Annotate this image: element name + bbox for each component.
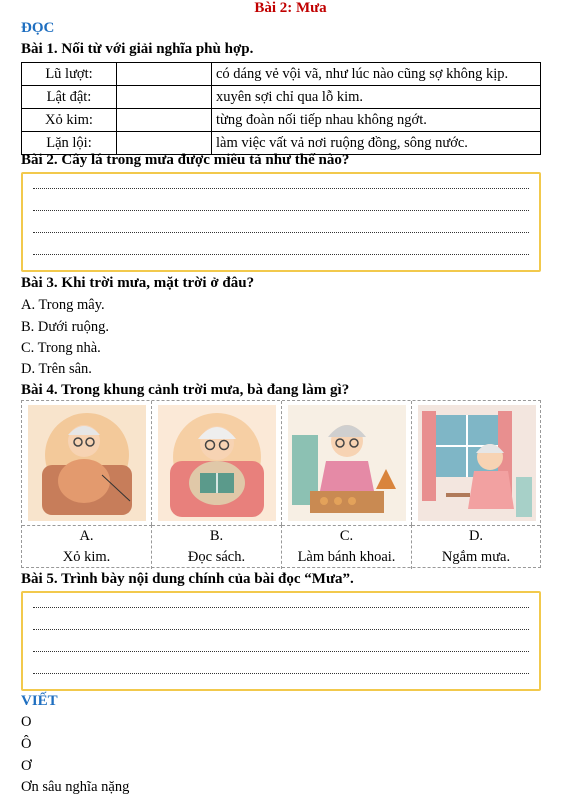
answer-line: [33, 254, 529, 255]
choice-text: Xỏ kim.: [62, 549, 111, 565]
answer-line: [33, 210, 529, 211]
exercise-2-answer-box[interactable]: [21, 172, 541, 272]
choice-letter: A.: [79, 528, 94, 544]
table-row: [22, 109, 541, 132]
exercise-3-question: Bài 3. Khi trời mưa, mặt trời ở đâu?: [21, 275, 255, 291]
match-gap: [117, 109, 212, 132]
choice-d-picture[interactable]: [412, 401, 542, 525]
writing-line: O: [21, 714, 32, 730]
option-a[interactable]: A. Trong mây.: [21, 297, 105, 313]
section-read-heading: ĐỌC: [21, 20, 55, 36]
grandma-sewing-illustration: [28, 405, 146, 521]
grandma-reading-illustration: [158, 405, 276, 521]
exercise-1-question: Bài 1. Nối từ với giải nghĩa phù hợp.: [21, 41, 254, 57]
match-gap: [117, 63, 212, 86]
writing-line: Ô: [21, 736, 32, 752]
option-c[interactable]: C. Trong nhà.: [21, 340, 101, 356]
choice-letter: B.: [209, 528, 224, 544]
choice-b-picture[interactable]: [152, 401, 282, 525]
choice-b-label[interactable]: [152, 525, 282, 569]
picture-choices-grid: [21, 400, 541, 568]
writing-line: Ơ: [21, 758, 32, 774]
option-d[interactable]: D. Trên sân.: [21, 361, 92, 377]
choice-a-label[interactable]: [22, 525, 152, 569]
choice-text: Đọc sách.: [187, 549, 246, 565]
choice-d-label[interactable]: [412, 525, 540, 569]
match-meaning: làm việc vất vả nơi ruộng đồng, sông nước.: [212, 132, 541, 155]
exercise-5-answer-box[interactable]: [21, 591, 541, 691]
answer-line: [33, 232, 529, 233]
exercise-5-question: Bài 5. Trình bày nội dung chính của bài đọc “Mưa”.: [21, 571, 354, 587]
match-gap: [117, 86, 212, 109]
choice-letter: C.: [339, 528, 354, 544]
section-write-heading: VIẾT: [21, 693, 58, 709]
choice-a-picture[interactable]: [22, 401, 152, 525]
choice-letter: D.: [468, 528, 484, 544]
matching-table: [21, 62, 541, 155]
choice-c-label[interactable]: [282, 525, 412, 569]
match-word: Lật đật:: [22, 86, 117, 109]
answer-line: [33, 651, 529, 652]
answer-line: [33, 673, 529, 674]
option-b[interactable]: B. Dưới ruộng.: [21, 319, 110, 335]
answer-line: [33, 188, 529, 189]
grandma-watching-rain-illustration: [418, 405, 536, 521]
match-meaning: có dáng vẻ vội vã, như lúc nào cũng sợ không kịp.: [212, 63, 541, 86]
match-meaning: xuyên sợi chỉ qua lỗ kim.: [212, 86, 541, 109]
table-row: [22, 63, 541, 86]
grandma-baking-illustration: [288, 405, 406, 521]
answer-line: [33, 629, 529, 630]
writing-line: Ơn sâu nghĩa nặng: [21, 779, 130, 795]
page-title: Bài 2: Mưa: [254, 0, 327, 16]
answer-line: [33, 607, 529, 608]
exercise-4-question: Bài 4. Trong khung cảnh trời mưa, bà đang làm gì?: [21, 382, 350, 398]
choice-c-picture[interactable]: [282, 401, 412, 525]
match-word: Xỏ kim:: [22, 109, 117, 132]
table-row: [22, 86, 541, 109]
match-word: Lũ lượt:: [22, 63, 117, 86]
match-meaning: từng đoàn nối tiếp nhau không ngớt.: [212, 109, 541, 132]
choice-text: Ngắm mưa.: [441, 549, 511, 565]
exercise-2-question: Bài 2. Cây lá trong mưa được miêu tả như thế nào?: [21, 152, 350, 168]
choice-text: Làm bánh khoai.: [297, 549, 396, 565]
match-word: Lặn lội:: [22, 132, 117, 155]
